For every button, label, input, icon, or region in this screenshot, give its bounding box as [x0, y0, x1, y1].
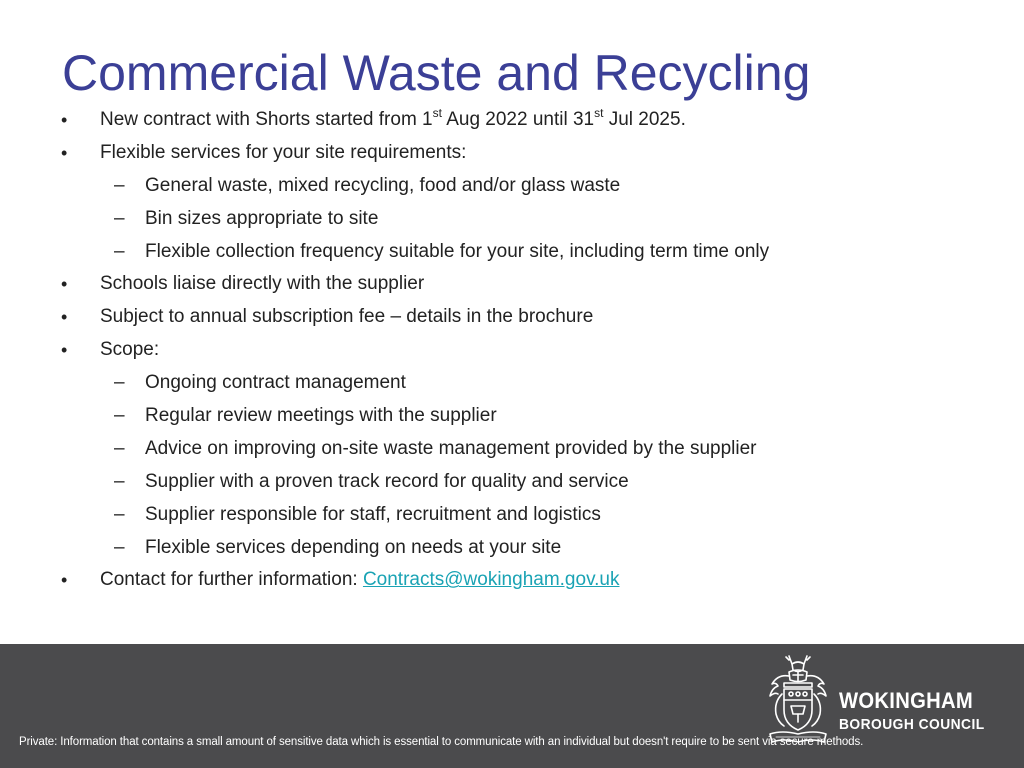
sub-bullet-text: Flexible services depending on needs at your site [145, 536, 562, 558]
dash-marker: – [114, 207, 125, 229]
footer-band [0, 644, 1024, 768]
sub-bullet [0, 499, 1024, 532]
contact-label: Contact for further information: [100, 569, 363, 591]
sub-bullet [0, 170, 1024, 203]
sub-bullet [0, 532, 1024, 565]
bullet-schools [0, 268, 1024, 301]
bullet-list [0, 104, 1024, 597]
bullet-contract [0, 104, 1024, 137]
bullet-flexible-services [0, 137, 1024, 170]
bullet-text: Subject to annual subscription fee – details in the brochure [100, 306, 594, 328]
sub-bullet-text: Ongoing contract management [145, 372, 406, 394]
bullet-marker: • [61, 274, 68, 295]
dash-marker: – [114, 437, 125, 459]
bullet-subscription [0, 301, 1024, 334]
council-crest-icon [762, 650, 834, 750]
slide-title: Commercial Waste and Recycling [62, 45, 811, 101]
contact-email-link[interactable]: Contracts@wokingham.gov.uk [362, 569, 620, 591]
dash-marker: – [114, 372, 125, 394]
bullet-marker: • [61, 110, 68, 130]
ordinal-suffix: st [432, 105, 442, 120]
council-logo-subtitle: BOROUGH COUNCIL [839, 716, 985, 733]
bullet-marker: • [61, 142, 68, 163]
sub-bullet-text: Supplier with a proven track record for quality and service [145, 470, 629, 492]
sub-bullet [0, 203, 1024, 236]
dash-marker: – [114, 174, 125, 196]
bullet-text [100, 104, 686, 137]
bullet-marker: • [61, 307, 68, 328]
bullet-marker: • [61, 570, 68, 591]
council-logo-name: WOKINGHAM [839, 688, 974, 713]
bullet-scope [0, 334, 1024, 367]
bullet-marker: • [61, 340, 68, 361]
contract-text-end: Jul 2025. [603, 109, 686, 130]
contract-text-middle: Aug 2022 until 31 [441, 109, 595, 130]
contract-text-start: New contract with Shorts started from 1 [100, 109, 433, 130]
sub-bullet-text: Flexible collection frequency suitable for your site, including term time only [145, 240, 770, 262]
bullet-text: Schools liaise directly with the supplier [100, 273, 425, 295]
bullet-text [100, 564, 620, 597]
ordinal-suffix: st [594, 105, 604, 120]
sub-bullet-text: Supplier responsible for staff, recruitment and logistics [145, 503, 601, 525]
dash-marker: – [114, 470, 125, 492]
sub-bullet-text: Bin sizes appropriate to site [145, 207, 379, 229]
classification-notice: Private: Information that contains a small amount of sensitive data which is essential to communicate with an individual but doesn't require to be sent via secure methods. [19, 736, 864, 748]
sub-bullet [0, 367, 1024, 400]
bullet-text: Flexible services for your site requirements: [100, 141, 467, 163]
sub-bullet-text: Advice on improving on-site waste management provided by the supplier [145, 437, 757, 459]
sub-bullet-text: General waste, mixed recycling, food and/or glass waste [145, 174, 621, 196]
sub-bullet [0, 433, 1024, 466]
dash-marker: – [114, 503, 125, 525]
sub-bullet [0, 400, 1024, 433]
sub-bullet-text: Regular review meetings with the supplier [145, 405, 497, 427]
bullet-text: Scope: [100, 339, 160, 361]
dash-marker: – [114, 405, 125, 427]
sub-bullet [0, 236, 1024, 269]
dash-marker: – [114, 240, 125, 262]
dash-marker: – [114, 536, 125, 558]
bullet-contact [0, 564, 1024, 597]
sub-bullet [0, 466, 1024, 499]
